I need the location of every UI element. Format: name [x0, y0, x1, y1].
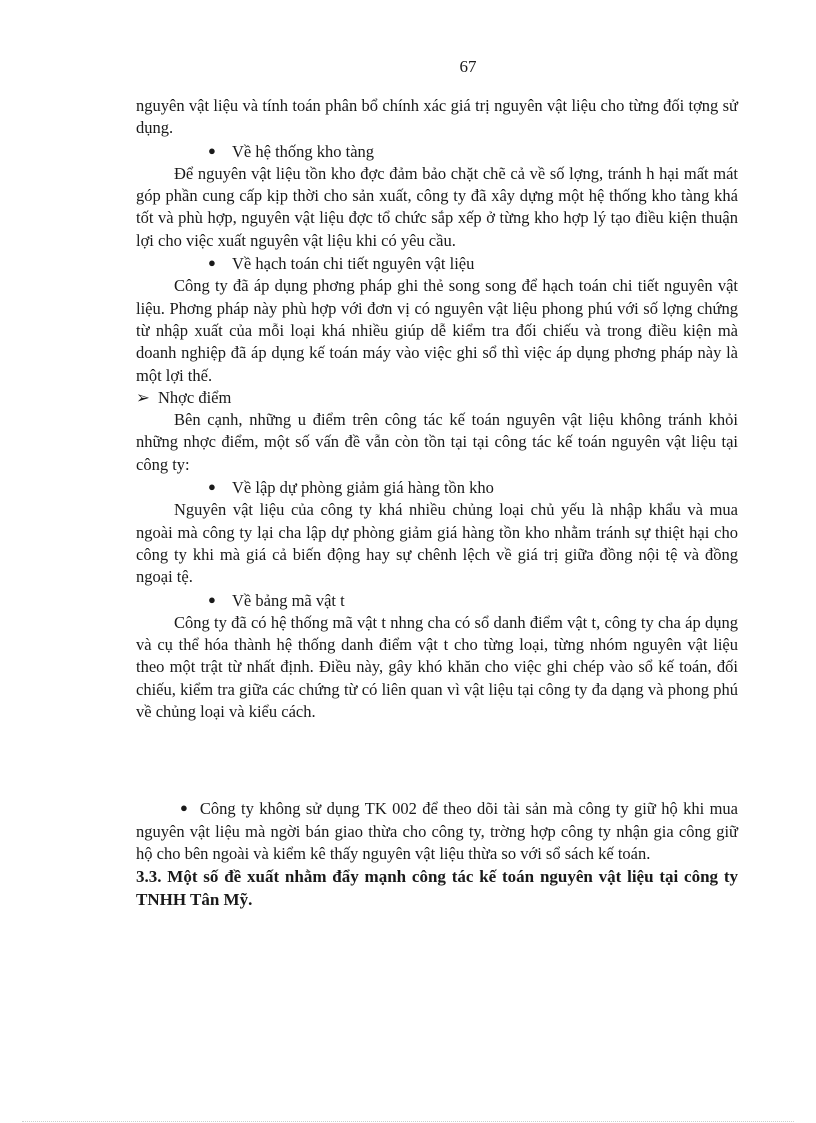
paragraph: nguyên vật liệu và tính toán phân bổ chính xác giá trị nguyên vật liệu cho từng đối tợng sử dụng.	[136, 96, 738, 138]
bullet-icon: ●	[208, 591, 216, 607]
bullet-label: Về bảng mã vật t	[232, 590, 345, 610]
page-number: 67	[459, 57, 477, 76]
paragraph: Nguyên vật liệu của công ty khá nhiều chủng loại chủ yếu là nhập khẩu và mua ngoài mà công ty lại cha lập dự phòng giảm giá hàng tồn kho nhằm tránh sự thiệt hại cho công ty khi mà giá cả biến động hay sự chênh lệch về giá trị giữa đồng nội tệ và đồng ngoại tệ.	[136, 500, 738, 587]
paragraph: Công ty đã áp dụng phơng pháp ghi thẻ song song để hạch toán chi tiết nguyên vật liệu. Phơng pháp này phù hợp với đơn vị có nguyên vật liệu phong phú với số lợng chứng từ nhập xuất của mỗi loại khá nhiều giúp dễ kiểm tra đối chiếu và trong điều kiện mà doanh nghiệp đã áp dụng kế toán máy vào việc ghi sổ thì việc áp dụng phơng pháp này là một lợi thế.	[136, 276, 738, 385]
bullet-item	[136, 476, 738, 499]
bullet-icon: ●	[180, 800, 188, 816]
paragraph: Bên cạnh, những u điểm trên công tác kế toán nguyên vật liệu không tránh khỏi những nhợc điểm, một số vấn đề vẫn còn tồn tại tại công tác kế toán nguyên vật liệu tại công ty:	[136, 410, 738, 474]
bullet-paragraph	[136, 797, 738, 865]
bullet-icon: ●	[208, 479, 216, 495]
bullet-paragraph-text: Công ty không sử dụng TK 002 để theo dõi tài sản mà công ty giữ hộ khi mua nguyên vật liệu mà ngời bán giao thừa cho công ty, trờng hợp công ty nhận gia công giữ hộ cho bên ngoài và kiểm kê thấy nguyên vật liệu thừa so với sổ sách kế toán.	[136, 799, 738, 863]
page-bottom-divider	[22, 1121, 794, 1122]
bullet-icon: ●	[208, 142, 216, 158]
bullet-label: Về hệ thống kho tàng	[232, 141, 375, 161]
paragraph: Để nguyên vật liệu tồn kho đợc đảm bảo chặt chẽ cả về số lợng, tránh h hại mất mát góp phần cung cấp kịp thời cho sản xuất, công ty đã xây dựng một hệ thống kho tàng khá tốt và phù hợp, nguyên vật liệu đợc tổ chức sắp xếp ở từng kho hợp lý tạo điều kiện thuận lợi cho việc xuất nguyên vật liệu khi có yêu cầu.	[136, 163, 738, 250]
arrow-label: Nhợc điểm	[158, 387, 232, 407]
arrow-item	[136, 387, 738, 409]
bullet-item	[136, 589, 738, 612]
spacer	[136, 723, 738, 797]
bullet-label: Về lập dự phòng giảm giá hàng tồn kho	[232, 478, 494, 498]
arrow-right-icon: ➢	[136, 387, 150, 407]
section-heading: 3.3. Một số đề xuất nhằm đẩy mạnh công tác kế toán nguyên vật liệu tại công ty TNHH Tân Mỹ.	[136, 867, 738, 910]
document-body	[136, 95, 738, 911]
bullet-item	[136, 140, 738, 163]
bullet-item	[136, 252, 738, 275]
bullet-label: Về hạch toán chi tiết nguyên vật liệu	[232, 254, 475, 274]
bullet-icon: ●	[208, 255, 216, 271]
paragraph: Công ty đã có hệ thống mã vật t nhng cha có sổ danh điểm vật t, công ty cha áp dụng và cụ thể hóa thành hệ thống danh điểm vật t cho từng loại, từng nhóm nguyên vật liệu theo một trật từ nhất định. Điều này, gây khó khăn cho việc ghi chép vào sổ kế toán, đối chiếu, kiểm tra giữa các chứng từ có liên quan vì vật liệu tại công ty đa dạng và phong phú về chủng loại và kiểu cách.	[136, 612, 738, 722]
